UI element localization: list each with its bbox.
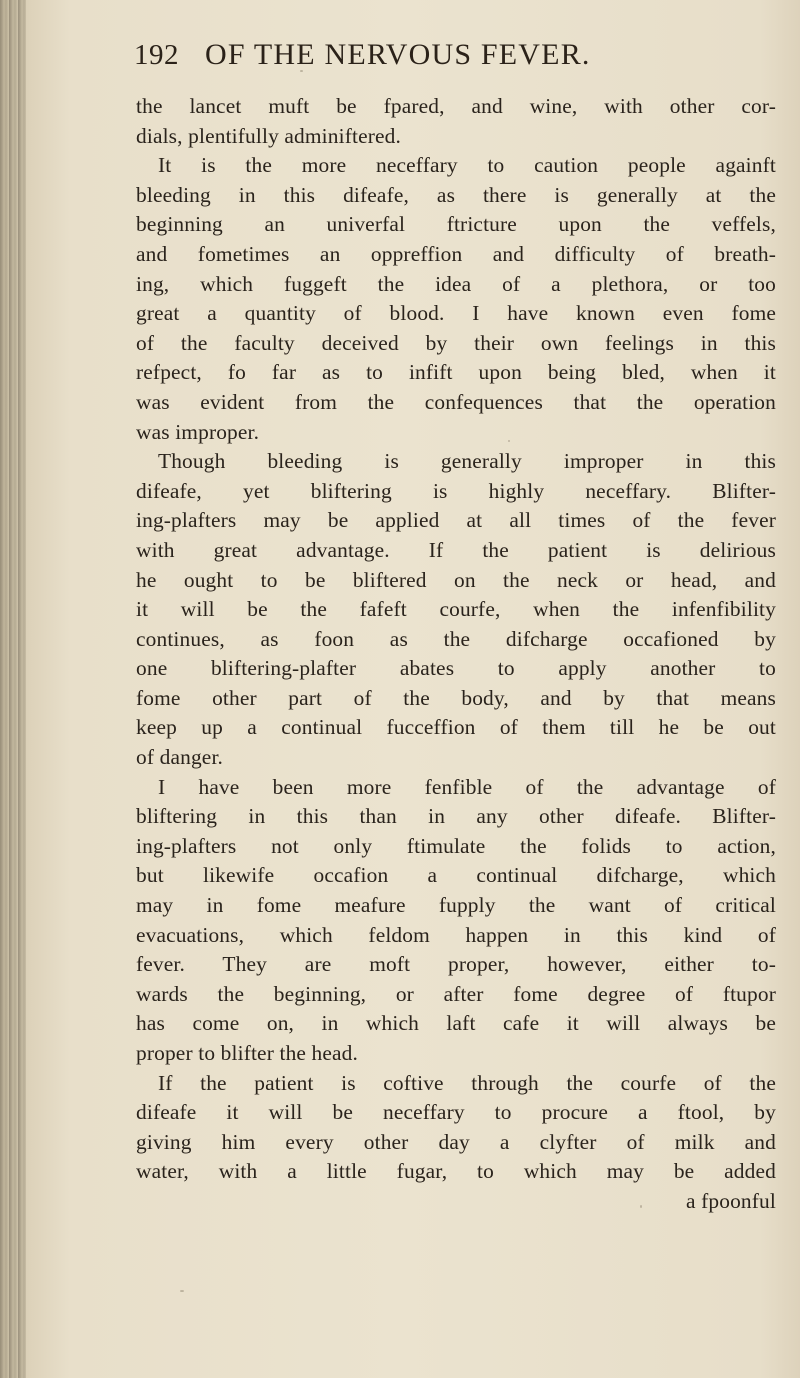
text-line: but likewife occafion a continual difcharge, which: [136, 863, 776, 888]
paper-speck: [300, 70, 303, 72]
text-line: with great advantage. If the patient is delirious: [136, 537, 776, 562]
text-line: was evident from the confequences that the operation: [136, 389, 776, 414]
text-line: dials, plentifully adminiftered.: [136, 123, 401, 148]
paragraph-start-line: If the patient is coftive through the courfe of the: [158, 1070, 776, 1095]
paragraph-start-line: Though bleeding is generally improper in this: [158, 449, 776, 474]
text-line: of the faculty deceived by their own feelings in this: [136, 330, 776, 355]
text-line: was improper.: [136, 419, 260, 444]
text-line: the lancet muft be fpared, and wine, with other cor-: [136, 94, 776, 118]
text-line: difeafe it will be neceffary to procure a ftool, by: [136, 1100, 776, 1125]
body-text: [136, 92, 776, 1217]
text-line: fome other part of the body, and by that means: [136, 685, 776, 710]
page-header: [134, 38, 774, 82]
text-line: bliftering in this than in any other difeafe. Blifter-: [136, 804, 776, 829]
text-line: beginning an univerfal ftricture upon the veffels,: [136, 212, 776, 237]
page-number: 192: [134, 39, 179, 71]
text-line: water, with a little fugar, to which may be added: [136, 1159, 776, 1184]
text-line: evacuations, which feldom happen in this kind of: [136, 922, 776, 947]
text-line: one bliftering-plafter abates to apply another to: [136, 656, 776, 681]
text-line: has come on, in which laft cafe it will always be: [136, 1011, 776, 1036]
text-line: great a quantity of blood. I have known even fome: [136, 301, 776, 326]
text-line: proper to blifter the head.: [136, 1041, 359, 1065]
paper-speck: [508, 440, 510, 442]
text-line: may in fome meafure fupply the want of critical: [136, 893, 776, 918]
text-line: of danger.: [136, 745, 224, 770]
text-line: wards the beginning, or after fome degree of ftupor: [136, 981, 776, 1006]
text-line: ing-plafters may be applied at all times of the fever: [136, 508, 776, 533]
text-line: ing-plafters not only ftimulate the folids to action,: [136, 833, 776, 858]
paper-speck: [640, 1205, 642, 1208]
paper-speck: [180, 1290, 184, 1292]
text-line: ing, which fuggeft the idea of a plethora, or too: [136, 271, 776, 296]
text-line: bleeding in this difeafe, as there is generally at the: [136, 182, 776, 207]
text-line: refpect, fo far as to infift upon being bled, when it: [136, 360, 776, 385]
text-line: and fometimes an oppreffion and difficulty of breath-: [136, 241, 776, 266]
text-line: keep up a continual fucceffion of them till he be out: [136, 715, 776, 740]
text-line: it will be the fafeft courfe, when the infenfibility: [136, 597, 776, 622]
text-line: difeafe, yet bliftering is highly neceffary. Blifter-: [136, 478, 776, 503]
text-line: giving him every other day a clyfter of milk and: [136, 1129, 776, 1154]
text-line: fever. They are moft proper, however, either to-: [136, 952, 776, 977]
text-line: he ought to be bliftered on the neck or head, and: [136, 567, 776, 592]
paragraph-start-line: It is the more neceffary to caution people againft: [158, 153, 776, 178]
paragraph-start-line: I have been more fenfible of the advantage of: [158, 774, 776, 799]
page-binding: [0, 0, 26, 1378]
catchword-line: a fpoonful: [685, 1188, 776, 1213]
running-head: OF THE NERVOUS FEVER.: [205, 38, 591, 71]
text-line: continues, as foon as the difcharge occafioned by: [136, 626, 776, 651]
